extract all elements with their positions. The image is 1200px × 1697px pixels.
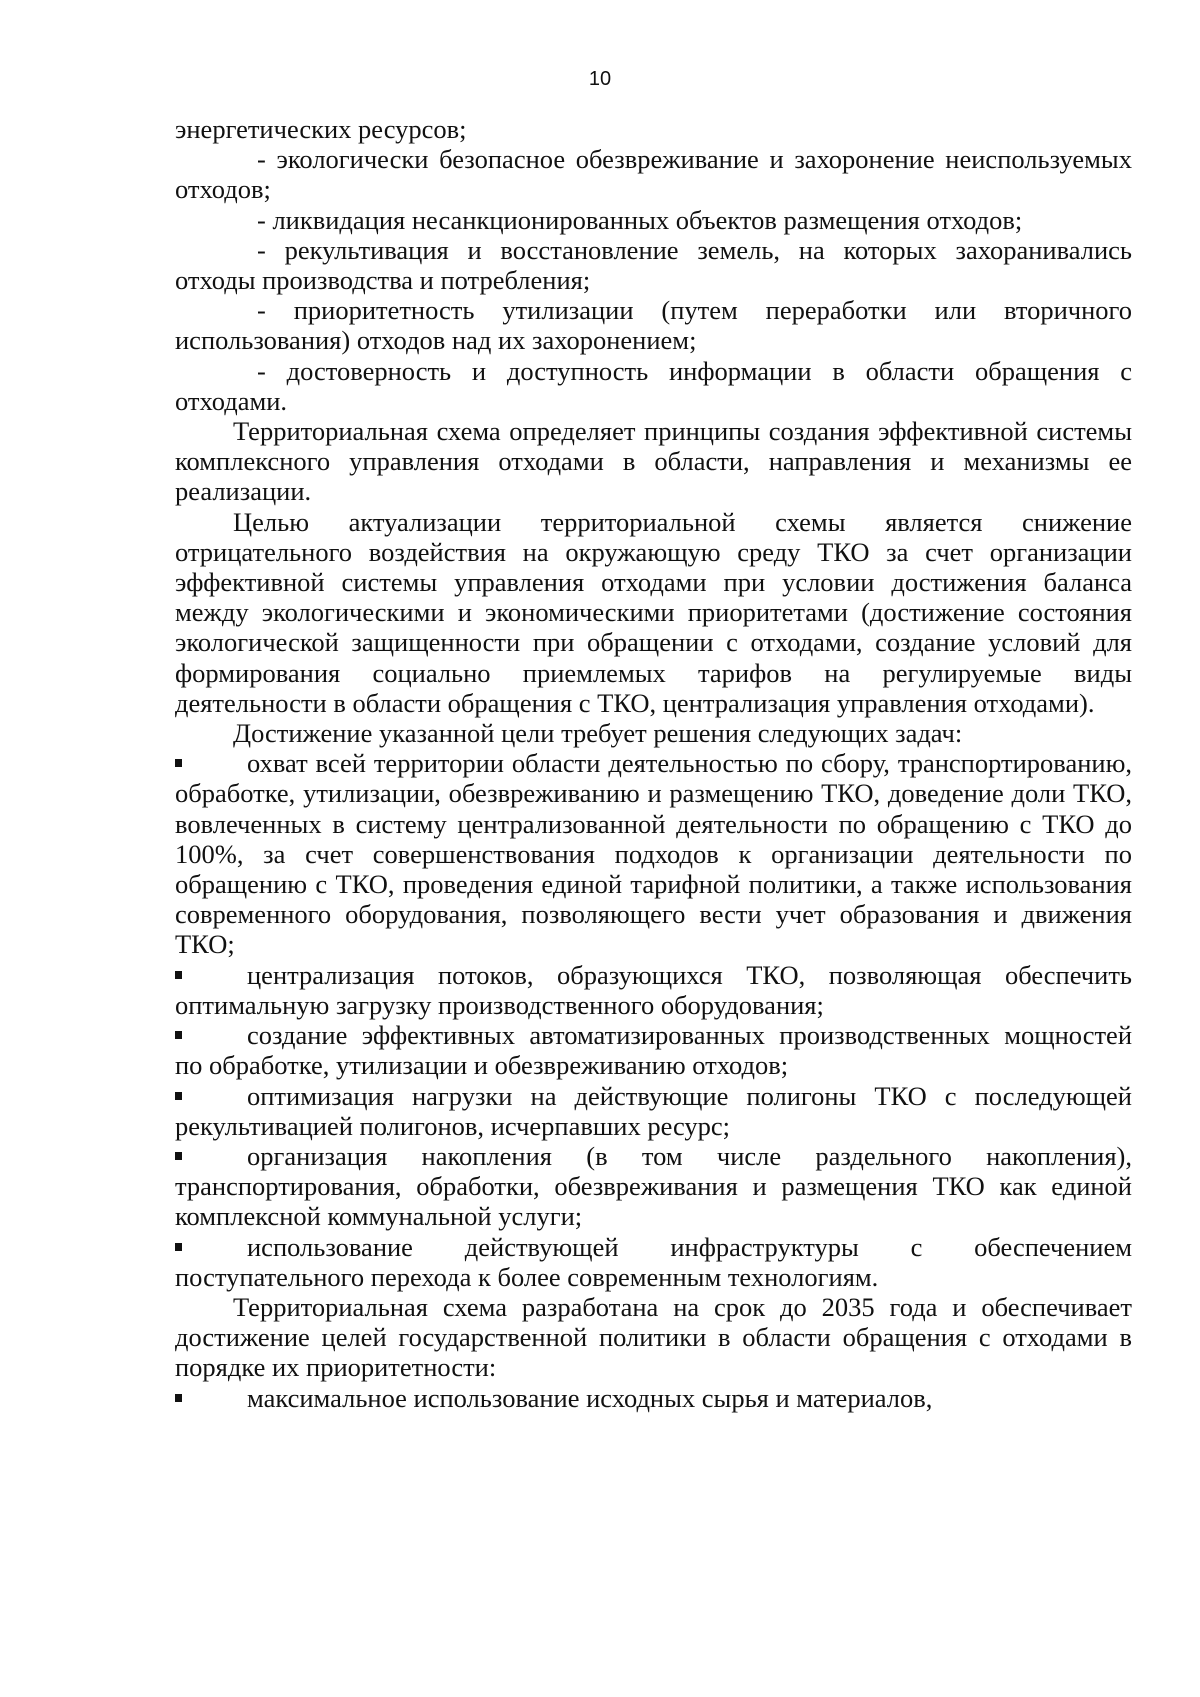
dash-list-item — [175, 205, 1132, 235]
paragraph-text: охват всей территории области деятельностью по сбору, транспортированию, обработке, утилизации, обезвреживанию и размещению ТКО, доведение доли ТКО, вовлеченных в систему централизованной деятельности по обращению с ТКО до 100%, за счет совершенствования подходов к организации деятельности по обращению с ТКО, проведения единой тарифной политики, а также использования современного оборудования, позволяющего вести учет образования и движения ТКО; — [175, 748, 1132, 960]
paragraph-text: Целью актуализации территориальной схемы является снижение отрицательного воздействия на окружающую среду ТКО за счет организации эффективной системы управления отходами при условии достижения баланса между экологическими и экономическими приоритетами (достижение состояния экологической защищенности при обращении с отходами, создание условий для формирования социально приемлемых тарифов на регулируемые виды деятельности в области обращения с ТКО, централизация управления отходами). — [175, 506, 1132, 718]
paragraph-text: - экологически безопасное обезвреживание и захоронение неиспользуемых отходов; — [175, 144, 1132, 205]
page-number: 10 — [588, 68, 612, 90]
paragraph-text: Достижение указанной цели требует решения следующих задач: — [233, 718, 963, 749]
dash-list-item — [175, 144, 1132, 204]
paragraph — [175, 507, 1132, 718]
dash-list-item — [175, 356, 1132, 416]
bullet-list-item — [175, 1232, 1132, 1292]
paragraph-text: организация накопления (в том числе раздельного накопления), транспортирования, обработки, обезвреживания и размещения ТКО как единой комплексной коммунальной услуги; — [175, 1140, 1132, 1232]
bullet-list-item — [175, 1081, 1132, 1141]
document-body — [175, 114, 1132, 1413]
dash-list-item — [175, 295, 1132, 355]
paragraph-text: оптимизация нагрузки на действующие полигоны ТКО с последующей рекультивацией полигонов, исчерпавших ресурс; — [175, 1080, 1132, 1141]
square-bullet-icon — [175, 1092, 182, 1100]
bullet-list-item — [175, 1020, 1132, 1080]
square-bullet-icon — [175, 1394, 182, 1402]
paragraph-text: централизация потоков, образующихся ТКО, позволяющая обеспечить оптимальную загрузку производственного оборудования; — [175, 959, 1132, 1020]
square-bullet-icon — [175, 1152, 182, 1160]
paragraph-text: - ликвидация несанкционированных объектов размещения отходов; — [257, 204, 1023, 235]
paragraph-text: - приоритетность утилизации (путем переработки или вторичного использования) отходов над их захоронением; — [175, 295, 1132, 356]
square-bullet-icon — [175, 971, 182, 979]
paragraph-text: максимальное использование исходных сырья и материалов, — [247, 1382, 933, 1413]
paragraph-text: Территориальная схема разработана на срок до 2035 года и обеспечивает достижение целей государственной политики в области обращения с отходами в порядке их приоритетности: — [175, 1291, 1132, 1383]
square-bullet-icon — [175, 759, 182, 767]
dash-list-item — [175, 235, 1132, 295]
paragraph-text: - достоверность и доступность информации в области обращения с отходами. — [175, 355, 1132, 416]
bullet-list-item — [175, 960, 1132, 1020]
square-bullet-icon — [175, 1031, 182, 1039]
paragraph — [175, 416, 1132, 507]
paragraph-continuation — [175, 114, 1132, 144]
bullet-list-item — [175, 1141, 1132, 1232]
paragraph — [175, 718, 1132, 748]
paragraph-text: создание эффективных автоматизированных производственных мощностей по обработке, утилизации и обезвреживанию отходов; — [175, 1020, 1132, 1081]
paragraph-text: энергетических ресурсов; — [175, 114, 467, 144]
square-bullet-icon — [175, 1243, 182, 1251]
paragraph-text: Территориальная схема определяет принципы создания эффективной системы комплексного управления отходами в области, направления и механизмы ее реализации. — [175, 416, 1132, 507]
paragraph-text: использование действующей инфраструктуры с обеспечением поступательного перехода к более современным технологиям. — [175, 1231, 1132, 1292]
bullet-list-item — [175, 1383, 1132, 1413]
paragraph-text: - рекультивация и восстановление земель, на которых захоранивались отходы производства и потребления; — [175, 234, 1132, 296]
bullet-list-item — [175, 748, 1132, 959]
paragraph — [175, 1292, 1132, 1383]
